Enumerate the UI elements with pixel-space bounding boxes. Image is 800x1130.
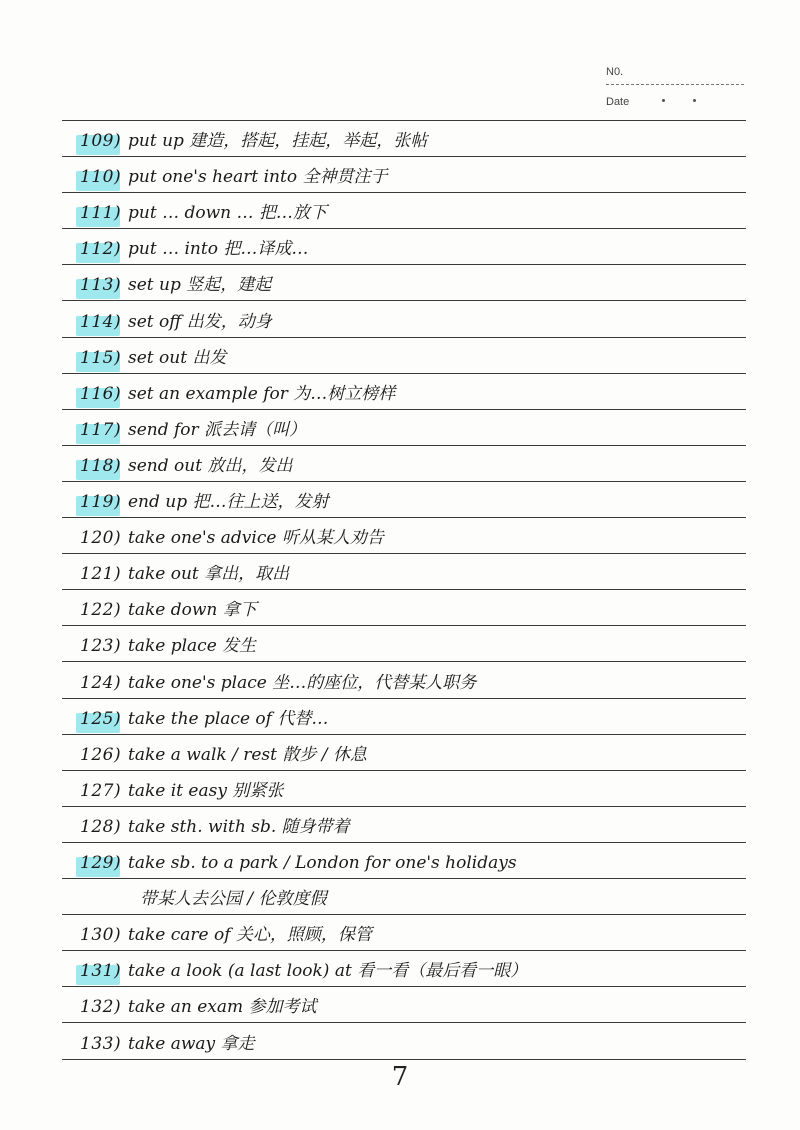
entry-text: set up 竖起，建起 [128,275,272,296]
entry-number: 133) [80,1033,122,1054]
date-label: Date [606,96,630,108]
entry-text: 带某人去公园 / 伦敦度假 [140,889,327,910]
entry-number: 118) [80,455,122,476]
list-item [0,157,800,193]
entry-text: take out 拿出，取出 [128,564,290,585]
entry-number: 116) [80,383,122,404]
entry-number: 115) [80,347,122,368]
entry-number: 125) [80,708,122,729]
entry-number: 127) [80,780,122,801]
list-item [0,374,800,410]
entry-number: 129) [80,853,122,873]
number-label: N0. [606,66,624,78]
entry-text: put one's heart into 全神贯注于 [128,167,388,188]
entry-text: take sb. to a park / London for one's holidays [128,853,517,873]
entry-number: 112) [80,239,122,260]
list-item [0,446,800,482]
rule-line [62,1059,746,1060]
list-item [0,807,800,843]
list-item [0,663,800,699]
entry-text: take the place of 代替… [128,708,329,729]
entry-text: take one's place 坐…的座位，代替某人职务 [128,672,477,693]
list-item [0,302,800,338]
list-item [0,879,800,915]
entry-number: 109) [80,131,122,151]
entry-text: put … into 把…译成… [128,239,309,260]
entry-number: 117) [80,419,122,440]
entry-number: 120) [80,528,122,549]
entry-text: send for 派去请（叫） [128,419,307,440]
list-item [0,338,800,374]
list-item [0,915,800,951]
entry-text: take sth. with sb. 随身带着 [128,816,350,837]
entry-number: 110) [80,167,122,188]
list-item [0,265,800,301]
entry-text: put up 建造，搭起，挂起，举起，张帖 [128,131,428,151]
list-item [0,1024,800,1060]
entry-text: take a look (a last look) at 看一看（最后看一眼） [128,961,528,982]
page-number: 7 [391,1062,409,1092]
entry-number: 131) [80,961,122,982]
entry-text: take it easy 别紧张 [128,780,284,801]
list-item [0,951,800,987]
entry-text: take place 发生 [128,636,257,657]
entry-text: set out 出发 [128,347,227,368]
entry-number: 132) [80,997,122,1018]
entry-number: 114) [80,311,122,332]
entry-text: take care of 关心，照顾，保管 [128,925,372,946]
list-item [0,518,800,554]
entry-text: set off 出发，动身 [128,311,272,332]
entry-number: 123) [80,636,122,657]
entry-number: 126) [80,744,122,765]
list-item [0,410,800,446]
entry-number: 122) [80,600,122,621]
list-item [0,193,800,229]
entry-text: send out 放出，发出 [128,455,293,476]
list-item [0,626,800,662]
list-item [0,843,800,879]
entry-text: take down 拿下 [128,600,257,621]
list-item [0,121,800,157]
list-item [0,987,800,1023]
entry-number: 111) [80,203,122,224]
entry-number: 124) [80,672,122,693]
entry-text: take away 拿走 [128,1033,255,1054]
entry-text: end up 把…往上送，发射 [128,492,329,512]
list-item [0,735,800,771]
list-item [0,771,800,807]
list-item [0,229,800,265]
list-item [0,482,800,518]
entry-text: take an exam 参加考试 [128,997,317,1018]
entry-text: put … down … 把…放下 [128,203,327,224]
list-item [0,699,800,735]
entry-number: 119) [80,492,122,512]
entry-number: 113) [80,275,122,296]
entry-text: take a walk / rest 散步 / 休息 [128,744,367,765]
list-item [0,590,800,626]
entry-text: take one's advice 听从某人劝告 [128,528,384,549]
entry-number: 130) [80,925,122,946]
entry-text: set an example for 为…树立榜样 [128,383,396,404]
list-item [0,554,800,590]
entry-number: 121) [80,564,122,585]
entry-number: 128) [80,816,122,837]
